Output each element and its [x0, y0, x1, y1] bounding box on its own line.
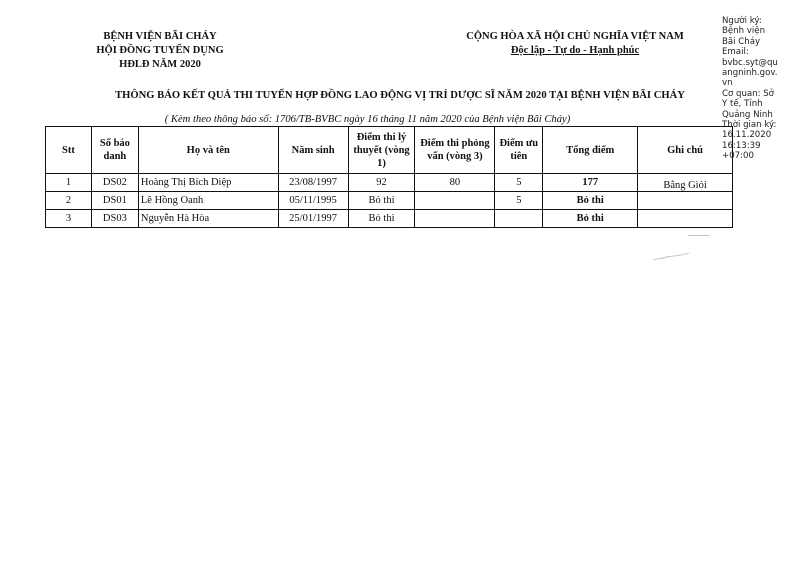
signature-line: Bãi Cháy [722, 36, 761, 47]
signature-line: angninh.gov. [722, 68, 778, 79]
header-theory-score: Điểm thi lý thuyết (vòng 1) [348, 127, 415, 174]
header-total-score: Tổng điểm [543, 127, 638, 174]
signature-line: Email: [722, 47, 749, 58]
cell-theory-score: Bỏ thi [348, 192, 415, 210]
national-motto: Độc lập - Tự do - Hạnh phúc [510, 45, 640, 56]
table-row [46, 192, 733, 210]
signature-line: Thời gian ký: [722, 120, 777, 131]
header-interview-score: Điểm thi phỏng vấn (vòng 3) [415, 127, 495, 174]
cell-priority-score: 5 [495, 192, 543, 210]
cell-note [638, 210, 733, 228]
signature-line: +07:00 [722, 151, 754, 162]
cell-stt: 2 [46, 192, 92, 210]
council-name: HỘI ĐỒNG TUYỂN DỤNG [96, 45, 224, 56]
signature-stroke [688, 235, 710, 236]
document-subtitle: ( Kèm theo thông báo số: 1706/TB-BVBC ngày 16 tháng 11 năm 2020 của Bệnh viện Bãi Cháy) [164, 114, 571, 125]
national-header [440, 30, 710, 58]
cell-candidate-number: DS02 [91, 174, 138, 192]
cell-theory-score: 92 [348, 174, 415, 192]
cell-note [638, 192, 733, 210]
cell-priority-score [495, 210, 543, 228]
results-table [45, 126, 733, 228]
signature-line: vn [722, 78, 733, 89]
signature-line: Cơ quan: Sở [722, 88, 774, 99]
cell-birth-date: 05/11/1995 [278, 192, 348, 210]
signature-mark-icon [651, 250, 691, 262]
cell-theory-score: Bỏ thi [348, 210, 415, 228]
cell-full-name: Lê Hồng Oanh [138, 192, 278, 210]
cell-stt: 3 [46, 210, 92, 228]
cell-total-score: Bỏ thi [543, 210, 638, 228]
signature-line: 16.11.2020 [722, 130, 772, 141]
council-year: HĐLĐ NĂM 2020 [119, 59, 201, 70]
table-row [46, 174, 733, 192]
cell-total-score: Bỏ thi [543, 192, 638, 210]
cell-priority-score: 5 [495, 174, 543, 192]
cell-interview-score [415, 210, 495, 228]
header-full-name: Họ và tên [138, 127, 278, 174]
header-note: Ghi chú [638, 127, 733, 174]
cell-interview-score: 80 [415, 174, 495, 192]
cell-birth-date: 25/01/1997 [278, 210, 348, 228]
cell-full-name: Nguyễn Hà Hòa [138, 210, 278, 228]
issuer-header [60, 30, 260, 72]
cell-note: Bằng Giỏi [638, 174, 733, 192]
header-stt: Stt [46, 127, 92, 174]
signature-line: Quảng Ninh [722, 109, 773, 120]
cell-full-name: Hoàng Thị Bích Diệp [138, 174, 278, 192]
table-header-row [46, 127, 733, 174]
signature-line: Y tế, Tỉnh [722, 99, 763, 110]
signature-line: bvbc.syt@qu [722, 57, 778, 68]
cell-candidate-number: DS01 [91, 192, 138, 210]
country-name: CỘNG HÒA XÃ HỘI CHỦ NGHĨA VIỆT NAM [466, 31, 684, 42]
header-candidate-number: Số báo danh [91, 127, 138, 174]
cell-interview-score [415, 192, 495, 210]
header-priority-score: Điểm ưu tiên [495, 127, 543, 174]
cell-birth-date: 23/08/1997 [278, 174, 348, 192]
cell-total-score: 177 [543, 174, 638, 192]
signature-line: Bệnh viện [722, 26, 766, 37]
table-row [46, 210, 733, 228]
cell-candidate-number: DS03 [91, 210, 138, 228]
header-birth-date: Năm sinh [278, 127, 348, 174]
signature-line: 16:13:39 [722, 140, 761, 151]
cell-stt: 1 [46, 174, 92, 192]
document-title: THÔNG BÁO KẾT QUẢ THI TUYỂN HỢP ĐỒNG LAO ĐỘNG VỊ TRÍ DƯỢC SĨ NĂM 2020 TẠI BỆNH VIỆN BÃI CHÁY [115, 90, 685, 101]
signature-line: Người ký: [722, 16, 762, 26]
hospital-name: BỆNH VIỆN BÃI CHÁY [103, 31, 217, 42]
